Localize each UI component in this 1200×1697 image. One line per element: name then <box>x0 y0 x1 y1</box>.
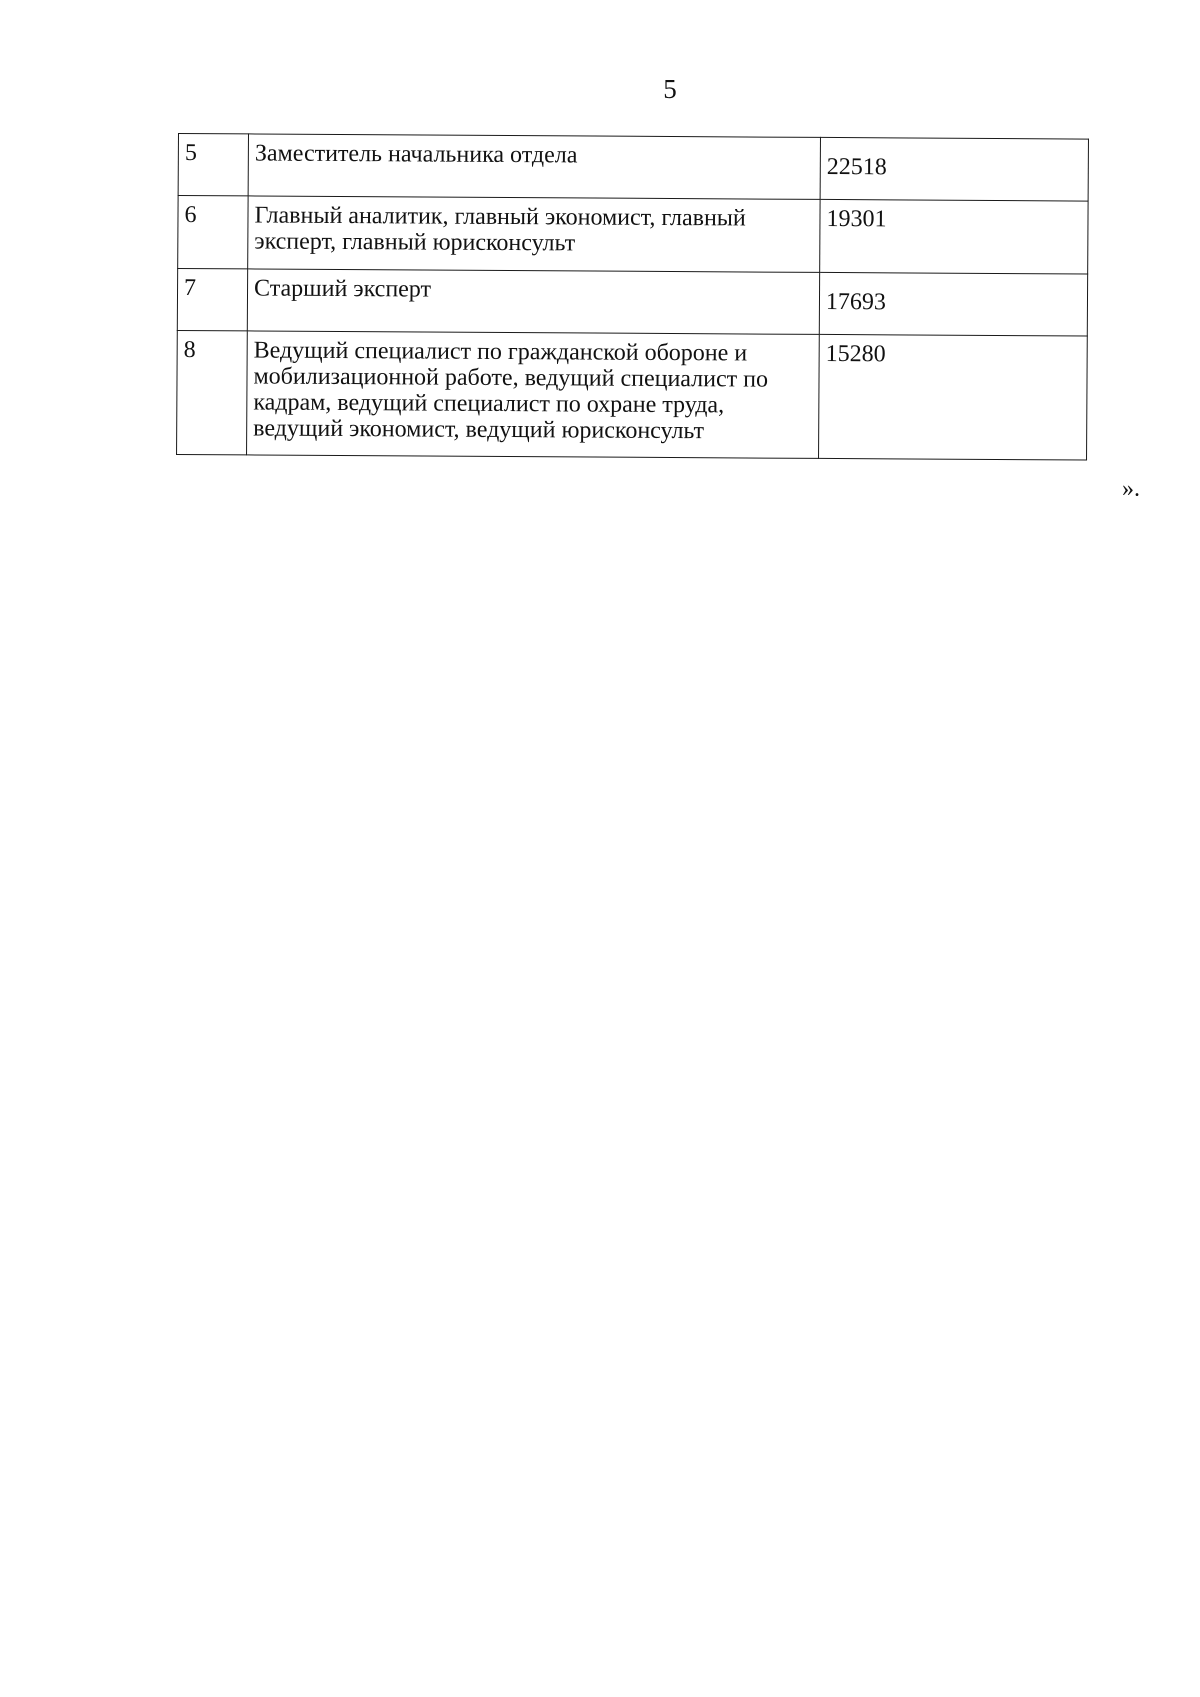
row-number: 8 <box>177 330 248 454</box>
position-title: Ведущий специалист по гражданской обороне и мобилизационной работе, ведущий специалист по кадрам, ведущий специалист по охране труда, ведущий экономист, ведущий юрисконсульт <box>247 331 820 458</box>
salary-value: 19301 <box>820 199 1088 274</box>
page-number: 5 <box>663 74 677 104</box>
position-title: Главный аналитик, главный экономист, главный эксперт, главный юрисконсульт <box>248 196 820 272</box>
position-title: Заместитель начальника отдела <box>248 134 820 199</box>
salary-value: 15280 <box>819 334 1088 460</box>
salary-value: 22518 <box>820 137 1088 201</box>
row-number: 5 <box>178 134 248 196</box>
table-row <box>178 196 1088 275</box>
row-number: 6 <box>178 196 248 269</box>
closing-quote-mark: ». <box>1122 476 1140 502</box>
table-row <box>177 330 1088 460</box>
salary-table-container <box>176 133 1088 461</box>
table-row <box>177 269 1087 337</box>
table-row <box>178 134 1088 202</box>
salary-table <box>176 133 1089 461</box>
position-title: Старший эксперт <box>247 269 819 334</box>
salary-value: 17693 <box>819 272 1087 336</box>
row-number: 7 <box>177 269 247 331</box>
